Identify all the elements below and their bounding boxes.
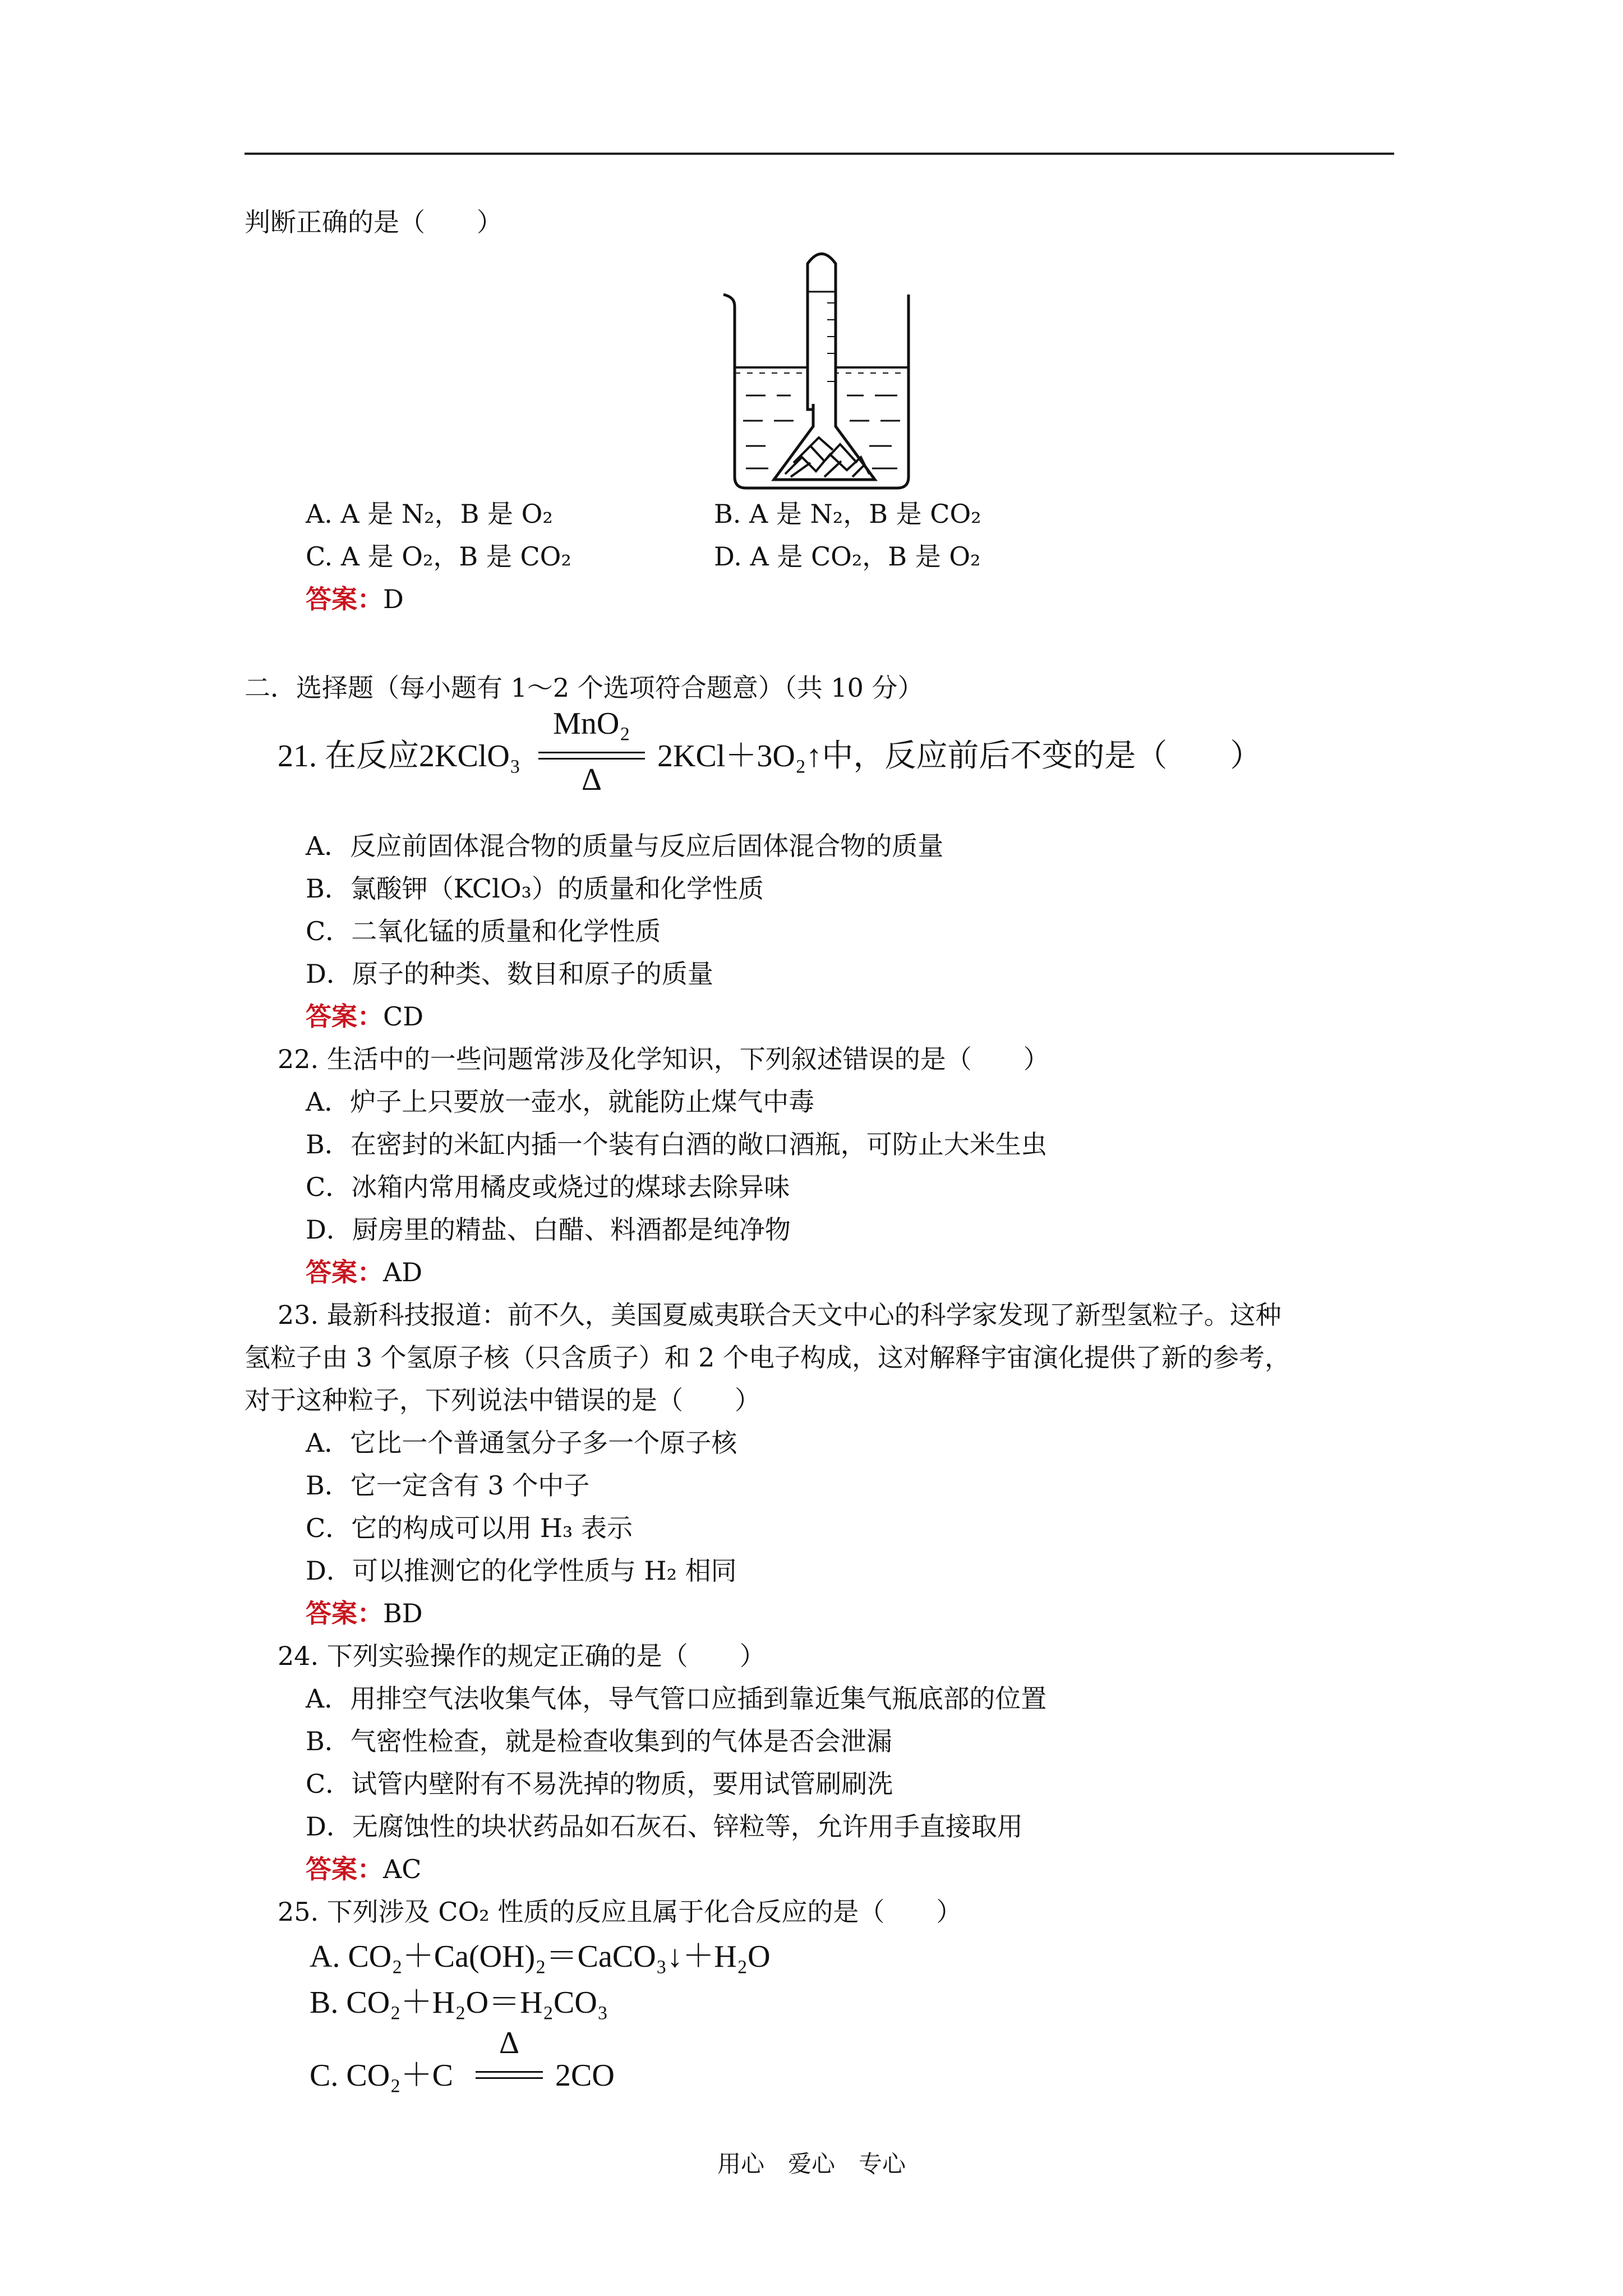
q24-stem: 24. 下列实验操作的规定正确的是（ ）: [278, 1641, 766, 1671]
beaker-diagram: [712, 241, 925, 494]
q23-option-a: A．它比一个普通氢分子多一个原子核: [306, 1428, 737, 1458]
q23-option-d: D．可以推测它的化学性质与 H₂ 相同: [306, 1556, 737, 1586]
q20-option-a: A. A 是 N₂，B 是 O₂: [306, 499, 553, 529]
answer-value: AD: [383, 1257, 423, 1287]
section-2-title: 二．选择题（每小题有 1～2 个选项符合题意）（共 10 分）: [245, 673, 924, 703]
answer-value: AC: [383, 1854, 422, 1884]
q24-option-a: A．用排空气法收集气体，导气管口应插到靠近集气瓶底部的位置: [306, 1683, 1047, 1714]
q22-option-a: A．炉子上只要放一壶水，就能防止煤气中毒: [306, 1087, 815, 1117]
q20-answer: [306, 582, 404, 616]
q20-option-d: D. A 是 CO₂，B 是 O₂: [714, 541, 981, 572]
q24-option-c: C．试管内壁附有不易洗掉的物质，要用试管刷刷洗: [306, 1769, 893, 1799]
q21-option-d: D．原子的种类、数目和原子的质量: [306, 959, 713, 989]
q25-option-c-condition: Δ: [499, 2026, 519, 2060]
q22-option-b: B．在密封的米缸内插一个装有白酒的敞口酒瓶，可防止大米生虫: [306, 1129, 1047, 1159]
q23-stem-line-3: 对于这种粒子，下列说法中错误的是（ ）: [245, 1385, 760, 1415]
answer-label: 答案：: [306, 1257, 383, 1287]
q25-option-c-left: C. CO₂＋C: [310, 2058, 454, 2093]
q21-option-b: B．氯酸钾（KClO₃）的质量和化学性质: [306, 873, 764, 904]
q20-option-b: B. A 是 N₂，B 是 CO₂: [714, 499, 981, 529]
q21-catalyst: MnO₂: [553, 706, 630, 741]
q21-option-a: A．反应前固体混合物的质量与反应后固体混合物的质量: [306, 831, 944, 861]
q22-option-c: C．冰箱内常用橘皮或烧过的煤球去除异味: [306, 1172, 790, 1202]
q23-option-c: C．它的构成可以用 H₃ 表示: [306, 1513, 633, 1543]
answer-value: D: [383, 584, 404, 614]
q23-option-b: B．它一定含有 3 个中子: [306, 1470, 590, 1501]
q20-stem-tail: 判断正确的是（ ）: [245, 207, 502, 237]
q22-answer: [306, 1255, 422, 1289]
q21-equation-right: 2KCl＋3O₂↑中，反应前后不变的是（ ）: [657, 739, 1262, 774]
q23-answer: [306, 1596, 423, 1630]
q21-condition: Δ: [581, 762, 602, 797]
q22-option-d: D．厨房里的精盐、白醋、料酒都是纯净物: [306, 1214, 791, 1245]
q21-option-c: C．二氧化锰的质量和化学性质: [306, 916, 661, 946]
page-footer: 用心 爱心 专心: [717, 2150, 906, 2178]
q25-option-a: A. CO₂＋Ca(OH)₂＝CaCO₃↓＋H₂O: [310, 1939, 771, 1974]
q21-equation-left: 21. 在反应2KClO₃: [278, 739, 521, 774]
q25-option-b: B. CO₂＋H₂O＝H₂CO₃: [310, 1985, 608, 2020]
q25-stem: 25. 下列涉及 CO₂ 性质的反应且属于化合反应的是（ ）: [278, 1897, 962, 1927]
q23-stem-line-2: 氢粒子由 3 个氢原子核（只含质子）和 2 个电子构成，这对解释宇宙演化提供了新的参考，: [245, 1342, 1291, 1373]
q24-option-d: D．无腐蚀性的块状药品如石灰石、锌粒等，允许用手直接取用: [306, 1811, 1023, 1842]
q25-option-c-right: 2CO: [555, 2058, 615, 2093]
q24-option-b: B．气密性检查，就是检查收集到的气体是否会泄漏: [306, 1726, 892, 1756]
q21-equals-sign: [538, 752, 645, 760]
answer-label: 答案：: [306, 1001, 383, 1032]
header-rule: [245, 153, 1394, 155]
answer-label: 答案：: [306, 584, 383, 614]
answer-value: BD: [383, 1598, 423, 1628]
answer-label: 答案：: [306, 1598, 383, 1628]
q20-option-c: C. A 是 O₂，B 是 CO₂: [306, 541, 571, 572]
q23-stem-line-1: 23. 最新科技报道：前不久，美国夏威夷联合天文中心的科学家发现了新型氢粒子。这种: [278, 1300, 1281, 1330]
q22-stem: 22. 生活中的一些问题常涉及化学知识，下列叙述错误的是（ ）: [278, 1044, 1049, 1074]
q25-option-c-equals-sign: [476, 2071, 543, 2079]
q24-answer: [306, 1852, 421, 1886]
answer-value: CD: [383, 1001, 424, 1032]
q21-answer: [306, 1000, 423, 1033]
answer-label: 答案：: [306, 1854, 383, 1884]
